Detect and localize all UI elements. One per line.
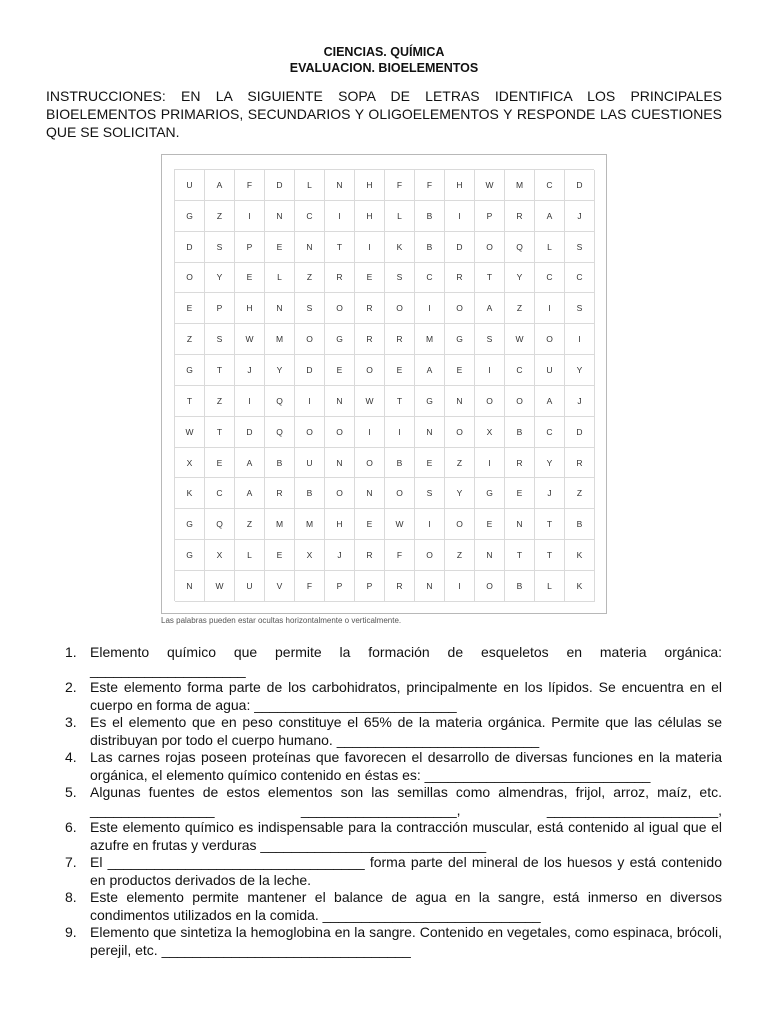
- grid-cell: I: [445, 571, 475, 602]
- grid-cell: R: [505, 201, 535, 232]
- grid-cell: W: [235, 324, 265, 355]
- grid-cell: Z: [445, 540, 475, 571]
- grid-cell: E: [325, 355, 355, 386]
- grid-cell: F: [385, 170, 415, 201]
- grid-cell: I: [535, 293, 565, 324]
- grid-cell: O: [535, 324, 565, 355]
- grid-cell: W: [355, 386, 385, 417]
- question-number: 7.: [65, 854, 77, 870]
- grid-cell: I: [445, 201, 475, 232]
- grid-cell: I: [565, 324, 595, 355]
- grid-cell: V: [265, 571, 295, 602]
- grid-cell: A: [235, 448, 265, 479]
- grid-cell: I: [355, 417, 385, 448]
- grid-cell: Z: [205, 386, 235, 417]
- grid-cell: N: [475, 540, 505, 571]
- grid-cell: M: [505, 170, 535, 201]
- grid-cell: L: [535, 571, 565, 602]
- grid-cell: O: [355, 355, 385, 386]
- grid-cell: O: [505, 386, 535, 417]
- grid-cell: I: [235, 201, 265, 232]
- grid-cell: D: [565, 170, 595, 201]
- grid-cell: T: [385, 386, 415, 417]
- grid-cell: J: [565, 201, 595, 232]
- grid-cell: G: [175, 509, 205, 540]
- grid-cell: O: [325, 293, 355, 324]
- grid-cell: X: [175, 448, 205, 479]
- grid-cell: N: [445, 386, 475, 417]
- grid-cell: S: [565, 293, 595, 324]
- grid-cell: T: [475, 263, 505, 294]
- grid-cell: Y: [205, 263, 235, 294]
- grid-cell: N: [325, 170, 355, 201]
- question-text: Este elemento forma parte de los carbohidratos, principalmente en los lípidos. Se encuentra en el cuerpo en forma de agua: __________________________: [90, 679, 722, 713]
- grid-cell: U: [535, 355, 565, 386]
- grid-cell: W: [175, 417, 205, 448]
- grid-cell: A: [535, 386, 565, 417]
- grid-cell: O: [295, 417, 325, 448]
- grid-cell: C: [565, 263, 595, 294]
- question-number: 1.: [65, 644, 77, 660]
- grid-cell: R: [505, 448, 535, 479]
- grid-cell: T: [205, 355, 235, 386]
- grid-cell: O: [325, 417, 355, 448]
- grid-cell: Z: [295, 263, 325, 294]
- question-text: Es el elemento que en peso constituye el 65% de la materia orgánica. Permite que las células se distribuyan por todo el cuerpo humano. __________________________: [90, 714, 722, 748]
- grid-cell: X: [475, 417, 505, 448]
- grid-cell: C: [505, 355, 535, 386]
- grid-cell: Q: [265, 386, 295, 417]
- grid-cell: Z: [505, 293, 535, 324]
- grid-cell: E: [505, 478, 535, 509]
- document-subtitle: EVALUACION. BIOELEMENTOS: [289, 61, 479, 75]
- grid-cell: I: [415, 293, 445, 324]
- question-number: 2.: [65, 679, 77, 695]
- grid-cell: O: [385, 478, 415, 509]
- question-item: [65, 854, 722, 889]
- question-text: Las carnes rojas poseen proteínas que favorecen el desarrollo de diversas funciones en la materia orgánica, el elemento químico contenido en éstas es: _____________________________: [90, 749, 722, 783]
- question-item: [65, 644, 722, 679]
- grid-cell: H: [325, 509, 355, 540]
- grid-cell: N: [325, 386, 355, 417]
- grid-cell: Z: [565, 478, 595, 509]
- grid-cell: R: [355, 324, 385, 355]
- grid-cell: Z: [205, 201, 235, 232]
- grid-cell: C: [415, 263, 445, 294]
- grid-cell: M: [415, 324, 445, 355]
- grid-cell: B: [295, 478, 325, 509]
- grid-cell: R: [355, 293, 385, 324]
- grid-cell: O: [325, 478, 355, 509]
- grid-cell: Z: [175, 324, 205, 355]
- grid-cell: N: [325, 448, 355, 479]
- grid-cell: S: [205, 232, 235, 263]
- grid-cell: C: [535, 417, 565, 448]
- grid-cell: D: [265, 170, 295, 201]
- grid-cell: H: [355, 170, 385, 201]
- grid-cell: J: [235, 355, 265, 386]
- grid-cell: P: [355, 571, 385, 602]
- grid-cell: E: [265, 540, 295, 571]
- grid-cell: O: [475, 386, 505, 417]
- grid-cell: D: [445, 232, 475, 263]
- grid-cell: L: [235, 540, 265, 571]
- grid-cell: N: [415, 571, 445, 602]
- grid-cell: L: [535, 232, 565, 263]
- grid-cell: O: [475, 571, 505, 602]
- grid-cell: F: [415, 170, 445, 201]
- grid-cell: D: [565, 417, 595, 448]
- grid-cell: Z: [235, 509, 265, 540]
- grid-cell: B: [565, 509, 595, 540]
- question-item: [65, 924, 722, 959]
- grid-cell: Y: [445, 478, 475, 509]
- grid-cell: F: [385, 540, 415, 571]
- grid-cell: E: [265, 232, 295, 263]
- question-item: [65, 714, 722, 749]
- grid-cell: S: [415, 478, 445, 509]
- grid-cell: R: [355, 540, 385, 571]
- grid-cell: E: [235, 263, 265, 294]
- question-number: 3.: [65, 714, 77, 730]
- grid-cell: I: [355, 232, 385, 263]
- grid-cell: E: [475, 509, 505, 540]
- grid-cell: E: [355, 509, 385, 540]
- grid-cell: O: [475, 232, 505, 263]
- grid-cell: B: [505, 571, 535, 602]
- grid-cell: P: [235, 232, 265, 263]
- question-item: [65, 889, 722, 924]
- grid-cell: N: [175, 571, 205, 602]
- word-search-frame: [161, 154, 607, 614]
- grid-cell: A: [415, 355, 445, 386]
- grid-cell: H: [445, 170, 475, 201]
- question-item: [65, 749, 722, 784]
- grid-cell: Q: [505, 232, 535, 263]
- grid-cell: W: [505, 324, 535, 355]
- question-number: 6.: [65, 819, 77, 835]
- grid-cell: R: [445, 263, 475, 294]
- grid-cell: N: [295, 232, 325, 263]
- grid-cell: K: [175, 478, 205, 509]
- grid-cell: E: [355, 263, 385, 294]
- grid-cell: J: [565, 386, 595, 417]
- grid-cell: I: [475, 448, 505, 479]
- grid-cell: G: [175, 201, 205, 232]
- question-number: 8.: [65, 889, 77, 905]
- grid-cell: M: [265, 324, 295, 355]
- grid-cell: Y: [565, 355, 595, 386]
- question-number: 5.: [65, 784, 77, 800]
- grid-cell: I: [415, 509, 445, 540]
- grid-cell: S: [565, 232, 595, 263]
- grid-cell: N: [505, 509, 535, 540]
- grid-cell: W: [475, 170, 505, 201]
- grid-cell: G: [175, 540, 205, 571]
- grid-cell: B: [265, 448, 295, 479]
- grid-cell: K: [565, 540, 595, 571]
- grid-cell: P: [325, 571, 355, 602]
- grid-cell: O: [175, 263, 205, 294]
- grid-cell: K: [385, 232, 415, 263]
- question-text: Elemento que sintetiza la hemoglobina en la sangre. Contenido en vegetales, como espinaca, brócoli, perejil, etc. ________________________________: [90, 924, 722, 958]
- grid-cell: Q: [205, 509, 235, 540]
- grid-cell: A: [535, 201, 565, 232]
- grid-cell: N: [415, 417, 445, 448]
- grid-cell: B: [505, 417, 535, 448]
- grid-cell: T: [535, 509, 565, 540]
- word-search-caption: Las palabras pueden estar ocultas horizontalmente o verticalmente.: [161, 616, 402, 625]
- grid-cell: K: [565, 571, 595, 602]
- grid-cell: O: [355, 448, 385, 479]
- grid-cell: O: [445, 417, 475, 448]
- grid-cell: D: [295, 355, 325, 386]
- grid-cell: T: [325, 232, 355, 263]
- grid-cell: C: [535, 170, 565, 201]
- grid-cell: W: [205, 571, 235, 602]
- grid-cell: T: [505, 540, 535, 571]
- grid-cell: U: [235, 571, 265, 602]
- question-text: Elemento químico que permite la formación de esqueletos en materia orgánica: ____________________: [90, 644, 722, 678]
- grid-cell: G: [175, 355, 205, 386]
- grid-cell: R: [265, 478, 295, 509]
- grid-cell: I: [235, 386, 265, 417]
- grid-cell: C: [205, 478, 235, 509]
- grid-cell: O: [445, 293, 475, 324]
- grid-cell: F: [235, 170, 265, 201]
- grid-cell: G: [475, 478, 505, 509]
- grid-cell: L: [385, 201, 415, 232]
- grid-cell: J: [535, 478, 565, 509]
- grid-cell: O: [445, 509, 475, 540]
- grid-cell: F: [295, 571, 325, 602]
- grid-cell: H: [235, 293, 265, 324]
- grid-cell: U: [295, 448, 325, 479]
- grid-cell: O: [385, 293, 415, 324]
- grid-cell: G: [415, 386, 445, 417]
- grid-cell: I: [295, 386, 325, 417]
- grid-cell: R: [565, 448, 595, 479]
- grid-cell: Y: [505, 263, 535, 294]
- grid-cell: S: [385, 263, 415, 294]
- grid-cell: R: [385, 571, 415, 602]
- document-header: [0, 44, 768, 76]
- grid-cell: M: [295, 509, 325, 540]
- grid-cell: S: [475, 324, 505, 355]
- question-text: Este elemento permite mantener el balance de agua en la sangre, está inmerso en diversos condimentos utilizados en la comida. ____________________________: [90, 889, 722, 923]
- grid-cell: T: [535, 540, 565, 571]
- question-item: [65, 819, 722, 854]
- grid-cell: Y: [265, 355, 295, 386]
- grid-cell: T: [175, 386, 205, 417]
- grid-cell: L: [295, 170, 325, 201]
- grid-cell: E: [445, 355, 475, 386]
- grid-cell: A: [205, 170, 235, 201]
- grid-cell: I: [385, 417, 415, 448]
- instructions-paragraph: INSTRUCCIONES: EN LA SIGUIENTE SOPA DE LETRAS IDENTIFICA LOS PRINCIPALES BIOELEMENTOS PRIMARIOS, SECUNDARIOS Y OLIGOELEMENTOS Y RESPONDE LAS CUESTIONES QUE SE SOLICITAN.: [46, 88, 722, 140]
- grid-cell: N: [265, 201, 295, 232]
- question-number: 4.: [65, 749, 77, 765]
- grid-cell: A: [475, 293, 505, 324]
- grid-cell: E: [415, 448, 445, 479]
- grid-cell: N: [355, 478, 385, 509]
- grid-cell: D: [235, 417, 265, 448]
- grid-cell: T: [205, 417, 235, 448]
- question-number: 9.: [65, 924, 77, 940]
- grid-cell: L: [265, 263, 295, 294]
- grid-cell: I: [325, 201, 355, 232]
- grid-cell: O: [295, 324, 325, 355]
- question-item: [65, 784, 722, 819]
- grid-cell: B: [415, 201, 445, 232]
- grid-cell: B: [415, 232, 445, 263]
- grid-cell: S: [295, 293, 325, 324]
- grid-cell: H: [355, 201, 385, 232]
- grid-cell: W: [385, 509, 415, 540]
- grid-cell: D: [175, 232, 205, 263]
- grid-cell: P: [475, 201, 505, 232]
- grid-cell: G: [325, 324, 355, 355]
- grid-cell: G: [445, 324, 475, 355]
- grid-cell: B: [385, 448, 415, 479]
- grid-cell: E: [385, 355, 415, 386]
- grid-cell: N: [265, 293, 295, 324]
- grid-cell: Y: [535, 448, 565, 479]
- question-text: El _________________________________ forma parte del mineral de los huesos y está contenido en productos derivados de la leche.: [90, 854, 722, 888]
- grid-cell: O: [415, 540, 445, 571]
- grid-cell: R: [325, 263, 355, 294]
- grid-cell: U: [175, 170, 205, 201]
- question-text: Algunas fuentes de estos elementos son las semillas como almendras, frijol, arroz, maíz, etc. ________________ ____________________, ______________________,: [90, 784, 722, 818]
- grid-cell: C: [535, 263, 565, 294]
- question-item: [65, 679, 722, 714]
- grid-cell: X: [295, 540, 325, 571]
- grid-cell: X: [205, 540, 235, 571]
- grid-cell: Z: [445, 448, 475, 479]
- grid-cell: A: [235, 478, 265, 509]
- grid-cell: E: [175, 293, 205, 324]
- grid-cell: P: [205, 293, 235, 324]
- grid-cell: R: [385, 324, 415, 355]
- grid-cell: Q: [265, 417, 295, 448]
- grid-cell: S: [205, 324, 235, 355]
- grid-cell: I: [475, 355, 505, 386]
- grid-cell: C: [295, 201, 325, 232]
- question-text: Este elemento químico es indispensable para la contracción muscular, está contenido al igual que el azufre en frutas y verduras _____________________________: [90, 819, 722, 853]
- document-title: CIENCIAS. QUÍMICA: [323, 45, 445, 59]
- grid-cell: J: [325, 540, 355, 571]
- word-search-grid: [174, 169, 594, 601]
- grid-cell: E: [205, 448, 235, 479]
- question-list: [65, 644, 722, 959]
- grid-cell: M: [265, 509, 295, 540]
